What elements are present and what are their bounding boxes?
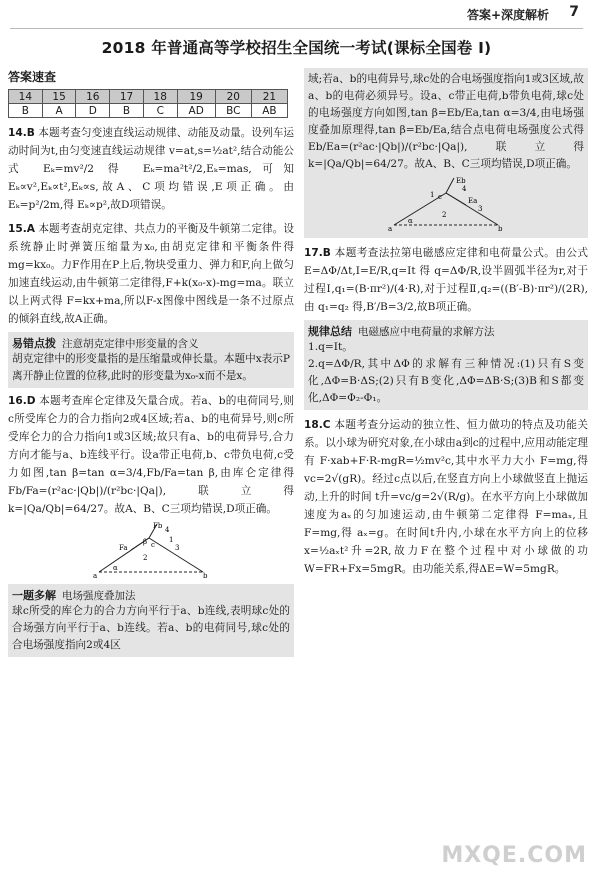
answer-key-number: 14 — [9, 90, 43, 104]
answer-key-answer: AB — [251, 104, 287, 118]
fig-label: Fa — [119, 544, 128, 552]
tip-box-title — [12, 335, 290, 351]
answer-key-number: 17 — [110, 90, 144, 104]
fig-label: 2 — [143, 554, 148, 562]
answer-key-number: 21 — [251, 90, 287, 104]
q16-text: 本题考查库仑定律及矢量合成。若a、b的电荷同号,则c所受库仑力的合力指向2或4区域;若a、b的电荷异号,则c所受库仑力的合力指向1或3区域;故只有a、b的电荷异号,合力方向才能与a、b连线平行。设a带正电荷,b、c带负电荷,c受力如图,tan β=tan α=3/4,Fb/Fa=tan β,由库仑定律得 Fb/Fa=(r²ac·|Qb|)/(r²bc·|Qa|),联立得 k=|Qa/Qb|=64/27。故A、B、C三项均错误,D项正确。 — [8, 395, 294, 515]
q17-solution — [304, 244, 588, 316]
q17-text: 本题考查法拉第电磁感应定律和电荷量公式。由公式 E=ΔΦ/Δt,I=E/R,q=It 得 q=ΔΦ/R,设半圆弧半径为r,对于过程Ⅰ,q₁=(B·πr²)/(4·R),对于过程Ⅱ,q₂=((B′-B)·πr²)/(2R),由 q₁=q₂ 得,B′/B=3/2,故B项正确。 — [304, 247, 588, 313]
fig-label: α — [113, 564, 118, 572]
multi-box-continued-text: 域;若a、b的电荷异号,球c处的合电场强度指向1或3区域,故a、b的电荷必须异号。设a、c带正电荷,b带负电荷,球c处的电场强度方向如图,tan β=Eb/Ea,tan α=3/4,由电场强度叠加原理得,tan β=Eb/Ea,结合点电荷电场强度公式得 Eb/Ea=(r²ac·|Qb|)/(r²bc·|Qa|),联立得 k=|Qa/Qb|=64/27。故A、B、C三项均错误,D项正确。 — [308, 73, 584, 170]
page-header — [0, 0, 593, 28]
q14-number: 14.B — [8, 127, 35, 139]
fig-label: 1 — [430, 191, 435, 199]
fig-label: c — [438, 193, 442, 201]
rule-box-title-text: 规律总结 — [308, 325, 352, 338]
answer-key-answers-row — [9, 104, 288, 118]
rule-box-line2: 2.q=ΔΦ/R,其中ΔΦ的求解有三种情况:(1)只有S变化,ΔΦ=B·ΔS;(2)只有B变化,ΔΦ=ΔB·S;(3)B和S都变化,ΔΦ=Φ₂-Φ₁。 — [308, 358, 584, 404]
fig-label: Ea — [468, 197, 478, 205]
multi-box-title — [12, 587, 290, 603]
rule-box-line1: 1.q=It。 — [308, 341, 353, 353]
answer-key-answer: D — [76, 104, 110, 118]
fig-label: b — [203, 572, 208, 580]
fig-label: b — [498, 225, 503, 233]
page-title: 2018 年普通高等学校招生全国统一考试(课标全国卷 Ⅰ) — [101, 39, 492, 57]
right-column — [304, 68, 588, 578]
fig-label: c — [151, 541, 155, 549]
q14-solution — [8, 124, 294, 214]
rule-box-title — [308, 323, 584, 339]
tip-box — [8, 332, 294, 388]
tip-box-title-text: 易错点拨 — [12, 337, 56, 350]
diagram-field-b — [446, 178, 454, 193]
answer-key-answer: BC — [215, 104, 251, 118]
fig-label: 2 — [442, 211, 447, 219]
q17-number: 17.B — [304, 247, 331, 259]
tip-box-text: 胡克定律中的形变量指的是压缩量或伸长量。本题中x表示P离开静止位置的位移,此时的形变量为x₀-x而不是x。 — [12, 353, 290, 382]
multi-solution-box — [8, 584, 294, 657]
answer-key-answer: A — [42, 104, 76, 118]
answer-key-number: 16 — [76, 90, 110, 104]
multi-box-title-text: 一题多解 — [12, 589, 56, 602]
fig-label: β — [143, 538, 148, 546]
answer-key-answer: C — [143, 104, 177, 118]
q15-number: 15.A — [8, 223, 35, 235]
answer-key-answer: AD — [177, 104, 215, 118]
header-section-label: 答案+深度解析 — [466, 8, 549, 22]
q18-number: 18.C — [304, 419, 331, 431]
tip-box-subtitle: 注意胡克定律中形变量的含义 — [62, 338, 199, 350]
answer-key-table — [8, 89, 288, 118]
multi-box-text: 球c所受的库仑力的合力方向平行于a、b连线,表明球c处的合场强方向平行于a、b连线。若a、b的电荷同号,球c处的合电场强度指向2或4区 — [12, 605, 290, 651]
fig-label: a — [93, 572, 98, 580]
watermark-logo: MXQE.COM — [441, 843, 587, 868]
q16-number: 16.D — [8, 395, 36, 407]
fig-label: 1 — [169, 536, 174, 544]
q18-solution — [304, 416, 588, 578]
fig-label: 4 — [462, 185, 467, 193]
answer-key-number: 19 — [177, 90, 215, 104]
q16-solution — [8, 392, 294, 518]
q14-text: 本题考查匀变速直线运动规律、动能及动量。设列车运动时间为t,由匀变速直线运动规律 v=at,s=½at²,结合动能公式 Eₖ=mv²/2 得 Eₖ=ma²t²/2,Eₖ=mas,可知 Eₖ∝v²,Eₖ∝t²,Eₖ∝s,故A、C项均错误,E项正确。由 Eₖ=p²/2m,得 Eₖ∝p²,故D项错误。 — [8, 127, 294, 211]
multi-solution-continued — [304, 68, 588, 238]
fig-label: 3 — [478, 205, 483, 213]
multi-box-subtitle: 电场强度叠加法 — [62, 590, 136, 602]
header-divider — [10, 28, 583, 29]
rule-box-subtitle: 电磁感应中电荷量的求解方法 — [358, 326, 495, 338]
answer-key-heading: 答案速查 — [8, 70, 57, 84]
fig-label: 4 — [165, 526, 170, 534]
answer-key-number: 18 — [143, 90, 177, 104]
answer-key-numbers-row — [9, 90, 288, 104]
q15-solution — [8, 220, 294, 328]
rule-summary-box — [304, 320, 588, 410]
fig-label: α — [408, 217, 413, 225]
answer-key-number: 15 — [42, 90, 76, 104]
answer-key-answer: B — [9, 104, 43, 118]
answer-key-answer: B — [110, 104, 144, 118]
field-superposition-diagram — [386, 175, 506, 233]
diagram-field-a — [446, 193, 466, 205]
q18-text: 本题考查分运动的独立性、恒力做功的特点及功能关系。以小球为研究对象,在小球由a到c的过程中,应用动能定理有 F·xab+F·R-mgR=½mv²c,其中水平力大小 F=mg,得 vc=2√(gR)。经过c点以后,在竖直方向上小球做竖直上抛运动,上升的时间 t升=vc/g=2√(R/g)。在水平方向上小球做加速度为aₓ的匀加速运动,由牛顿第二定律得 F=maₓ,且 F=mg,得 aₓ=g。在时间t升内,小球在水平方向上的位移 x=½aₓt²升=2R,故力F在整个过程中对小球做的功 W=FR+Fx=5mgR。由功能关系,得ΔE=W=5mgR。 — [304, 419, 588, 575]
fig-label: Eb — [456, 177, 466, 185]
left-column — [8, 68, 294, 661]
header-page-number: 7 — [569, 4, 579, 20]
q15-text: 本题考查胡克定律、共点力的平衡及牛顿第二定律。设系统静止时弹簧压缩量为x₀,由胡克定律和平衡条件得 mg=kx₀。力F作用在P上后,物块受重力、弹力和F,向上做匀加速直线运动,由牛顿第二定律得,F+k(x₀-x)-mg=ma。联立以上两式得 F=kx+ma,所以F-x图像中图线是一条不过原点的倾斜直线,故A正确。 — [8, 223, 295, 325]
answer-key-number: 20 — [215, 90, 251, 104]
fig-label: Fb — [153, 522, 163, 530]
fig-label: a — [388, 225, 393, 233]
fig-label: 3 — [175, 544, 180, 552]
q16-force-diagram — [91, 520, 211, 580]
